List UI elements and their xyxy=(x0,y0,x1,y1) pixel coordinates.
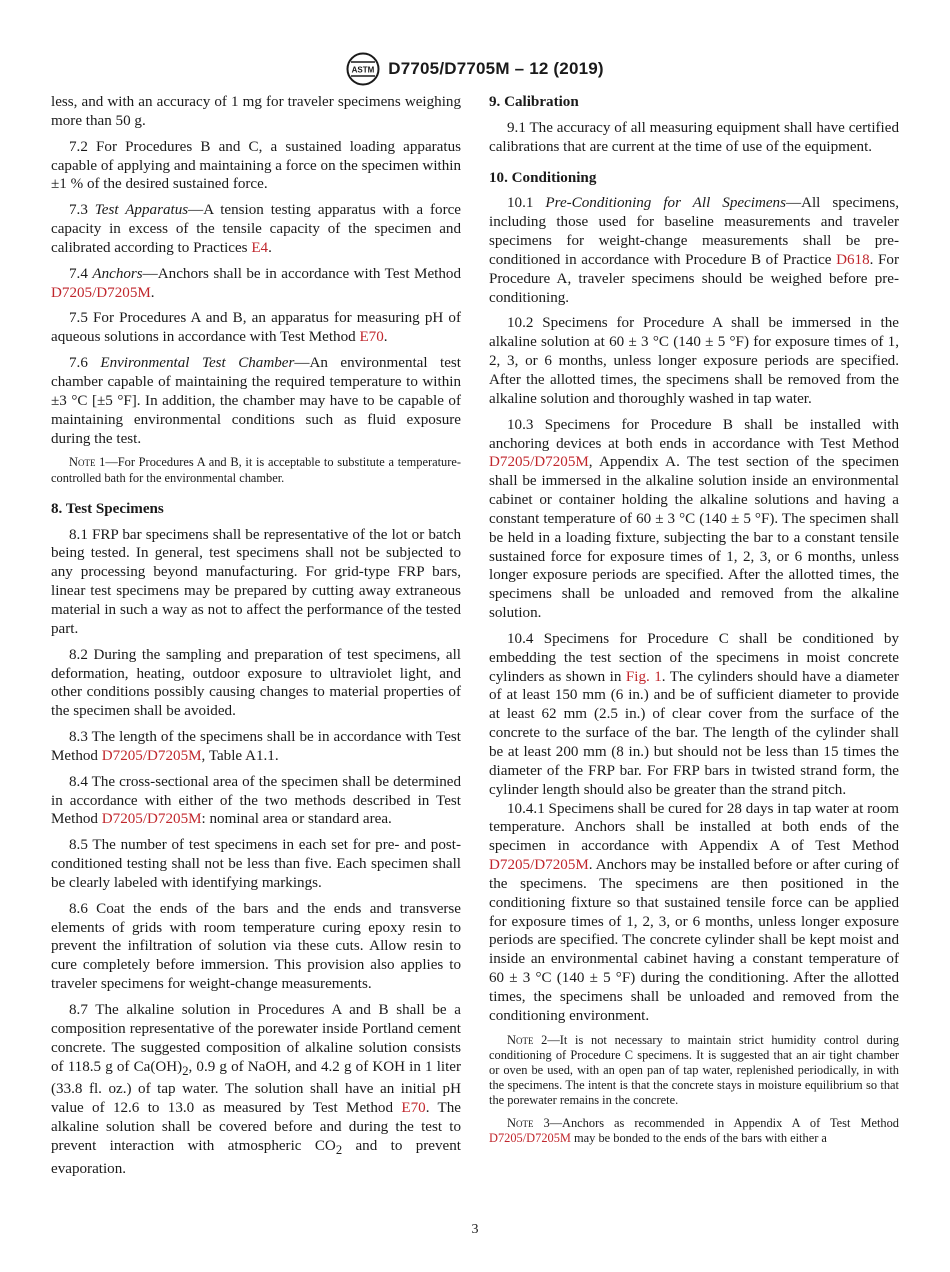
note-2: Note 2—It is not necessary to maintain strict humidity control during conditioning of Procedure C specimens. It is suggested that an air tight chamber or oven be used, with an open pan of tap water, replenished periodically, in with the specimens. The intent is that the concrete stays in moisture equilibrium so that the porewater remains in the concrete. xyxy=(489,1032,899,1108)
paragraph-7-1-continued: less, and with an accuracy of 1 mg for traveler specimens weighing more than 50 g. xyxy=(51,94,461,129)
page-number: 3 xyxy=(471,1222,479,1237)
paragraph-8-1: 8.1 FRP bar specimens shall be representative of the lot or batch being tested. In general, test specimens shall not be subjected to any processing beyond manufacturing. For grid-type FRP bars, linear test specimens may be prepared by cutting away extraneous material in such a way as not to affect the performance of the tested part. xyxy=(51,526,461,637)
paragraph-10-1: 10.1 Pre-Conditioning for All Specimens—All specimens, including those used for baseline measurements and traveler specimens for weight-change measurements shall be pre-conditioned in accordance with Procedure B of Practice D618. For Procedure A, traveler specimens should be weighed before pre-conditioning. xyxy=(489,195,900,306)
section-9-heading: 9. Calibration xyxy=(489,94,579,110)
paragraph-8-4: 8.4 The cross-sectional area of the specimen shall be determined in accordance with either of the two methods described in Test Method D7205/D7205M: nominal area or standard area. xyxy=(51,773,461,828)
paragraph-8-2: 8.2 During the sampling and preparation of test specimens, all deformation, heating, outdoor exposure to ultraviolet light, and other conditions possibly causing changes to material properties of the specimen shall be avoided. xyxy=(51,646,461,720)
paragraph-10-4-1: 10.4.1 Specimens shall be cured for 28 days in tap water at room temperature. Anchors shall be installed at both ends of the specimen in accordance with Appendix A of Test Method D7205/D7205M. Anchors may be installed before or after curing of the specimens. The specimens are then positioned in the conditioning fixture so that sustained tensile force can be applied for exposure times of 1, 2, 3, or 6 months, unless longer exposure periods are specified. The concrete cylinder shall be kept moist and inside an environmental cabinet having a constant temperature of 60 ± 3 °C (140 ± 5 °F) during the conditioning. After the allotted times, the specimens shall be unloaded and removed from the conditioning environment. xyxy=(489,800,899,1024)
section-8-heading: 8. Test Specimens xyxy=(51,500,164,517)
paragraph-8-5: 8.5 The number of test specimens in each set for pre- and post-conditioned testing shall not be less than five. Each specimen shall be clearly labeled with identifying markings. xyxy=(51,837,461,891)
ref-fig-1-link[interactable]: Fig. 1 xyxy=(625,668,662,685)
ref-d7205-link[interactable]: D7205/D7205M xyxy=(489,454,589,471)
paragraph-7-3: 7.3 Test Apparatus—A tension testing apparatus with a force capacity in excess of the tensile capacity of the specimen and calibrated according to Practices E4. xyxy=(51,202,462,256)
paragraph-8-6: 8.6 Coat the ends of the bars and the ends and transverse elements of grids with room temperature curing epoxy resin to prevent the infiltration of solution via these cuts. Allow resin to cure completely before immersion. This provision also applies to traveler specimens for weight-change measurements. xyxy=(51,900,461,993)
ref-d7205-link[interactable]: D7205/D7205M xyxy=(489,857,589,874)
ref-e4-link[interactable]: E4 xyxy=(251,239,269,256)
note-1: Note 1—For Procedures A and B, it is acceptable to substitute a temperature-controlled bath for the environmental chamber. xyxy=(51,455,461,485)
paragraph-9-1: 9.1 The accuracy of all measuring equipment shall have certified calibrations that are current at the time of use of the equipment. xyxy=(489,119,899,155)
ref-e70-link[interactable]: E70 xyxy=(401,1100,426,1117)
paragraph-7-2: 7.2 For Procedures B and C, a sustained loading apparatus capable of applying and maintaining a force on the specimen within ±1 % of the desired sustained force. xyxy=(51,138,461,193)
paragraph-7-4: 7.4 Anchors—Anchors shall be in accordance with Test Method D7205/D7205M. xyxy=(51,265,462,301)
paragraph-7-5: 7.5 For Procedures A and B, an apparatus for measuring pH of aqueous solutions in accordance with Test Method E70. xyxy=(51,310,461,346)
paragraph-10-4: 10.4 Specimens for Procedure C shall be conditioned by embedding the test section of the specimens in moist concrete cylinders as shown in Fig. 1. The cylinders should have a diameter of at least 150 mm (6 in.) and be of sufficient diameter to provide at least 62 mm (2.5 in.) of clear cover from the surface of the concrete to the surface of the bar. The length of the cylinder shall be at least 200 mm (8 in.) but should not be less than 15 times the diameter of the FRP bar. For FRP bars in twisted strand form, the cylinder length should also be greater than the strand pitch. xyxy=(489,630,899,798)
paragraph-8-7: 8.7 The alkaline solution in Procedures A and B shall be a composition representative of the porewater inside Portland cement concrete. The suggested composition of alkaline solution consists of 118.5 g of $Ca(OH)_2$, 0.9 g of NaOH, and 4.2 g of KOH in 1 liter (33.8 fl. oz.) of tap water. The solution shall have an initial pH value of 12.6 to 13.0 as measured by Test Method E70. The alkaline solution shall be covered before and during the test to prevent interaction with atmospheric $CO_2$ and to prevent evaporation. xyxy=(51,1002,462,1177)
page-header xyxy=(0,52,950,86)
ref-d7205-link[interactable]: D7205/D7205M xyxy=(101,811,202,828)
ref-d7205-link[interactable]: D7205/D7205M xyxy=(51,284,151,301)
paragraph-7-6: 7.6 Environmental Test Chamber—An environmental test chamber capable of maintaining the required temperature to within ±3 °C [±5 °F]. In addition, the chamber may have to be capable of maintaining environmental conditions such as fluid exposure during the test. xyxy=(51,355,461,447)
section-10-heading: 10. Conditioning xyxy=(489,169,597,186)
paragraph-10-2: 10.2 Specimens for Procedure A shall be immersed in the alkaline solution at 60 ± 3 °C (140 ± 5 °F) for exposure times of 1, 2, 3, or 6 months, unless longer exposure periods are specified. After the allotted times, the specimens shall be removed from the alkaline solution and thoroughly washed in tap water. xyxy=(489,315,899,407)
ref-d7205-link[interactable]: D7205/D7205M xyxy=(101,747,202,764)
paragraph-10-3: 10.3 Specimens for Procedure B shall be installed with anchoring devices at both ends in accordance with Test Method D7205/D7205M, Appendix A. The test section of the specimen shall be immersed in the alkaline solution inside an environmental cabinet or container holding the alkaline solutions and having a constant temperature of 60 ± 3 °C (140 ± 5 °F). The specimen shall be held in a loading fixture, subjecting the bar to a constant tensile sustained force for exposure times of 1, 2, 3, or 6 months, unless longer exposure periods are specified. After the allotted times, the specimens shall be unloaded and removed from the alkaline solution. xyxy=(489,416,899,622)
ref-d618-link[interactable]: D618 xyxy=(836,251,870,268)
svg-text:ASTM: ASTM xyxy=(351,65,375,75)
right-column xyxy=(489,93,899,1153)
paragraph-8-3: 8.3 The length of the specimens shall be in accordance with Test Method D7205/D7205M, Table A1.1. xyxy=(51,729,461,764)
ref-e70-link[interactable]: E70 xyxy=(359,329,384,346)
document-designation: D7705/D7705M – 12 (2019) xyxy=(388,59,604,78)
left-column xyxy=(51,93,461,1186)
astm-logo-icon xyxy=(346,52,380,86)
note-3: Note 3—Anchors as recommended in Appendix A of Test Method D7205/D7205M may be bonded to the ends of the bars with either a xyxy=(489,1115,899,1145)
ref-d7205-link[interactable]: D7205/D7205M xyxy=(489,1130,571,1145)
